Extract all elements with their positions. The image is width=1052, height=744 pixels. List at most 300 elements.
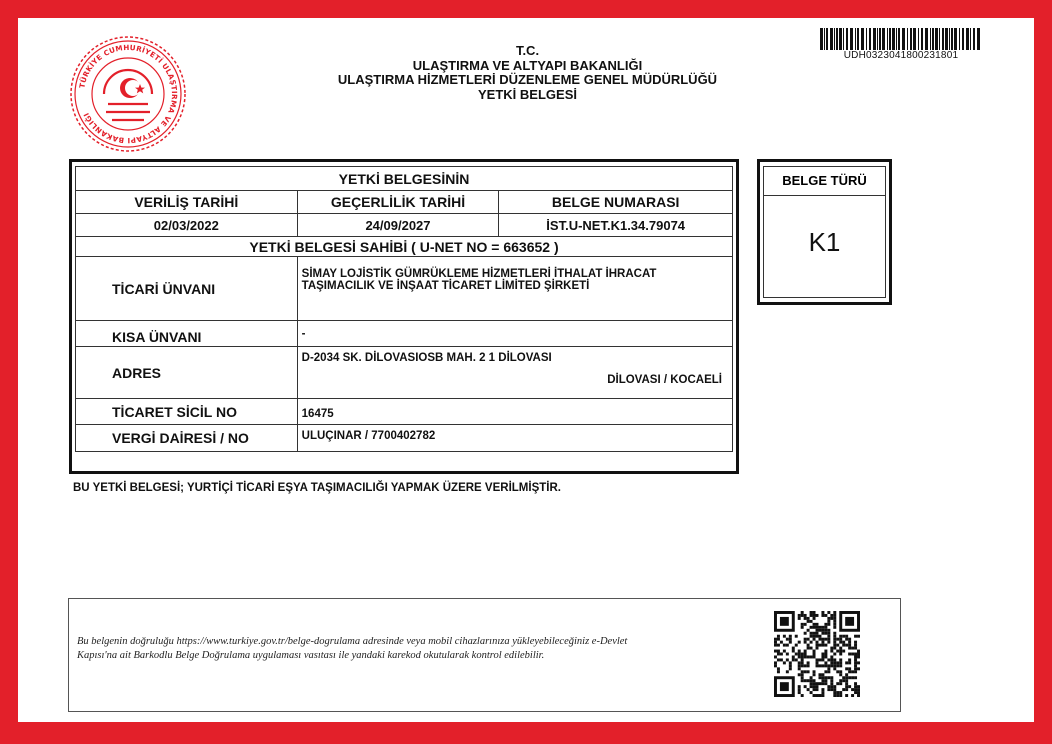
qr-module (827, 688, 830, 691)
qr-module (827, 685, 830, 688)
qr-module (851, 694, 854, 697)
barcode-bar (945, 28, 948, 50)
qr-module (807, 617, 810, 620)
qr-module (833, 667, 836, 670)
qr-module (783, 650, 786, 653)
header-ministry: ULAŞTIRMA VE ALTYAPI BAKANLIĞI (412, 57, 643, 73)
header-directorate: ULAŞTIRMA HİZMETLERİ DÜZENLEME GENEL MÜDÜRLÜĞÜ (337, 72, 718, 87)
barcode-bar (882, 28, 885, 50)
barcode-bar (939, 28, 940, 50)
qr-module (818, 644, 821, 647)
tax-value: ULUÇINAR / 7700402782 (297, 425, 732, 452)
qr-module (827, 670, 830, 673)
qr-module (824, 650, 827, 653)
barcode-bar (921, 28, 923, 50)
verification-box (68, 598, 901, 712)
qr-module (845, 685, 848, 688)
trade-name-label: TİCARİ ÜNVANI (76, 257, 298, 321)
qr-module (824, 632, 827, 635)
qr-module (845, 676, 848, 679)
qr-module (786, 638, 789, 641)
qr-module (816, 658, 819, 661)
qr-module (857, 653, 860, 656)
barcode-bar (932, 28, 934, 50)
barcode-bar (896, 28, 897, 50)
qr-module (827, 658, 830, 661)
qr-code-icon (774, 611, 860, 697)
barcode (820, 28, 980, 50)
qr-module (848, 641, 851, 644)
qr-module (839, 691, 842, 694)
qr-module (780, 682, 789, 691)
qr-module (792, 655, 795, 658)
qr-module (813, 694, 816, 697)
qr-module (774, 638, 777, 641)
qr-module (827, 620, 830, 623)
qr-module (821, 611, 824, 614)
trade-name-line-2: TAŞIMACILIK VE İNŞAAT TİCARET LİMİTED ŞİRKETİ (301, 280, 590, 292)
qr-module (816, 629, 819, 632)
qr-module (801, 611, 804, 614)
barcode-bar (898, 28, 900, 50)
barcode-bar (970, 28, 971, 50)
qr-module (833, 614, 836, 617)
qr-module (824, 676, 827, 679)
qr-module (818, 638, 821, 641)
qr-module (816, 626, 819, 629)
qr-module (854, 691, 857, 694)
qr-module (807, 670, 810, 673)
qr-module (801, 623, 804, 626)
qr-module (833, 685, 836, 688)
qr-module (833, 653, 836, 656)
qr-module (824, 623, 827, 626)
qr-module (816, 682, 819, 685)
qr-module (804, 614, 807, 617)
qr-module (786, 670, 789, 673)
qr-module (830, 685, 833, 688)
qr-module (813, 623, 816, 626)
qr-module (833, 620, 836, 623)
qr-module (830, 688, 833, 691)
qr-module (833, 635, 836, 638)
qr-module (777, 638, 780, 641)
qr-module (827, 664, 830, 667)
barcode-bar (850, 28, 853, 50)
header-document-title: YETKİ BELGESİ (478, 86, 577, 102)
qr-module (851, 676, 854, 679)
qr-module (845, 638, 848, 641)
qr-module (833, 658, 836, 661)
barcode-bar (826, 28, 828, 50)
qr-module (839, 661, 842, 664)
qr-module (854, 647, 857, 650)
qr-module (818, 626, 821, 629)
qr-module (854, 658, 857, 661)
qr-module (810, 614, 813, 617)
issue-date-label: VERİLİŞ TARİHİ (76, 191, 298, 214)
qr-module (798, 685, 801, 688)
trade-name-value (297, 257, 732, 321)
qr-module (842, 635, 845, 638)
qr-module (845, 667, 848, 670)
qr-module (830, 614, 833, 617)
qr-module (798, 617, 801, 620)
qr-module (821, 644, 824, 647)
qr-module (854, 641, 857, 644)
qr-module (845, 694, 848, 697)
qr-module (854, 688, 857, 691)
qr-module (851, 688, 854, 691)
qr-module (816, 635, 819, 638)
qr-module (777, 667, 780, 670)
qr-module (848, 676, 851, 679)
validity-date-label: GEÇERLİLİK TARİHİ (297, 191, 499, 214)
qr-module (780, 658, 783, 661)
tax-label: VERGİ DAİRESİ / NO (76, 425, 298, 452)
qr-module (810, 682, 813, 685)
qr-module (848, 653, 851, 656)
qr-module (804, 653, 807, 656)
qr-module (854, 644, 857, 647)
qr-module (830, 676, 833, 679)
qr-module (795, 644, 798, 647)
qr-module (839, 664, 842, 667)
qr-module (774, 661, 777, 664)
validity-date-value: 24/09/2027 (297, 214, 499, 237)
qr-module (836, 650, 839, 653)
qr-module (836, 682, 839, 685)
qr-module (813, 614, 816, 617)
qr-module (839, 647, 842, 650)
qr-module (810, 655, 813, 658)
barcode-bar (879, 28, 881, 50)
qr-module (827, 638, 830, 641)
qr-module (827, 635, 830, 638)
qr-module (818, 664, 821, 667)
qr-module (839, 641, 842, 644)
qr-module (824, 670, 827, 673)
qr-module (810, 635, 813, 638)
qr-module (807, 629, 810, 632)
qr-module (818, 676, 821, 679)
qr-module (857, 667, 860, 670)
ministry-seal-icon (68, 34, 188, 154)
qr-module (810, 626, 813, 629)
qr-module (827, 641, 830, 644)
qr-module (833, 626, 836, 629)
qr-module (836, 670, 839, 673)
barcode-bar (839, 28, 842, 50)
qr-module (821, 688, 824, 691)
qr-module (848, 670, 851, 673)
qr-module (816, 623, 819, 626)
qr-module (807, 661, 810, 664)
qr-module (824, 629, 827, 632)
qr-module (839, 670, 842, 673)
qr-module (827, 629, 830, 632)
qr-module (821, 638, 824, 641)
qr-module (801, 658, 804, 661)
qr-module (821, 664, 824, 667)
qr-module (824, 626, 827, 629)
address-value (297, 347, 732, 399)
barcode-bar (869, 28, 871, 50)
section-title: YETKİ BELGESİNİN (76, 167, 733, 191)
qr-module (801, 653, 804, 656)
qr-module (839, 653, 842, 656)
qr-module (789, 638, 792, 641)
barcode-bar (907, 28, 908, 50)
qr-module (833, 661, 836, 664)
trade-name-line-1: SİMAY LOJİSTİK GÜMRÜKLEME HİZMETLERİ İTHALAT İHRACAT (301, 268, 657, 280)
barcode-bar (824, 28, 825, 50)
qr-module (807, 655, 810, 658)
qr-module (818, 694, 821, 697)
qr-module (798, 655, 801, 658)
barcode-bar (830, 28, 833, 50)
qr-module (798, 614, 801, 617)
qr-module (839, 679, 842, 682)
qr-module (845, 688, 848, 691)
qr-module (780, 641, 783, 644)
qr-module (777, 658, 780, 661)
document-type-label: BELGE TÜRÜ (764, 167, 885, 196)
qr-module (824, 661, 827, 664)
qr-module (833, 644, 836, 647)
qr-module (816, 647, 819, 650)
qr-module (816, 694, 819, 697)
qr-module (792, 647, 795, 650)
qr-module (801, 670, 804, 673)
qr-module (798, 664, 801, 667)
qr-module (836, 638, 839, 641)
qr-module (783, 644, 786, 647)
barcode-bar (951, 28, 953, 50)
qr-module (857, 685, 860, 688)
qr-module (810, 676, 813, 679)
qr-module (810, 685, 813, 688)
qr-module (818, 658, 821, 661)
qr-module (786, 644, 789, 647)
qr-module (813, 655, 816, 658)
qr-module (839, 638, 842, 641)
qr-module (857, 635, 860, 638)
qr-module (821, 676, 824, 679)
qr-module (804, 641, 807, 644)
qr-module (821, 629, 824, 632)
qr-module (830, 655, 833, 658)
qr-module (848, 661, 851, 664)
document-type-box (757, 159, 892, 305)
certificate-number-value: İST.U-NET.K1.34.79074 (499, 214, 733, 237)
qr-module (839, 635, 842, 638)
qr-module (816, 644, 819, 647)
barcode-bar (892, 28, 895, 50)
qr-module (830, 617, 833, 620)
barcode-bar (942, 28, 944, 50)
verification-note (77, 635, 747, 663)
qr-module (783, 635, 786, 638)
qr-module (813, 638, 816, 641)
barcode-bar (866, 28, 867, 50)
qr-module (777, 635, 780, 638)
qr-module (813, 617, 816, 620)
qr-module (836, 691, 839, 694)
qr-module (777, 670, 780, 673)
qr-module (774, 650, 777, 653)
qr-module (818, 635, 821, 638)
qr-module (789, 641, 792, 644)
qr-module (818, 682, 821, 685)
barcode-bar (877, 28, 878, 50)
qr-module (833, 632, 836, 635)
qr-module (854, 664, 857, 667)
barcode-bar (962, 28, 964, 50)
qr-module (789, 635, 792, 638)
qr-module (816, 661, 819, 664)
qr-module (789, 661, 792, 664)
qr-module (798, 661, 801, 664)
qr-module (851, 653, 854, 656)
document-type-value: K1 (808, 227, 841, 257)
qr-module (780, 617, 789, 626)
qr-module (857, 694, 860, 697)
authorization-statement: BU YETKİ BELGESİ; YURTİÇİ TİCARİ EŞYA TAŞIMACILIĞI YAPMAK ÜZERE VERİLMİŞTİR. (73, 482, 561, 494)
qr-module (804, 632, 807, 635)
address-label: ADRES (76, 347, 298, 399)
qr-module (783, 661, 786, 664)
qr-module (813, 650, 816, 653)
verification-line-2: Kapısı'na ait Barkodlu Belge Doğrulama uygulaması vasıtası ile yandaki karekod okutularak kontrol edilebilir. (77, 650, 545, 661)
qr-module (807, 644, 810, 647)
short-name-value: - (297, 321, 732, 347)
qr-module (842, 644, 845, 647)
qr-module (842, 676, 845, 679)
barcode-bar (889, 28, 891, 50)
qr-module (813, 673, 816, 676)
qr-module (801, 614, 804, 617)
qr-module (813, 682, 816, 685)
qr-module (836, 664, 839, 667)
qr-module (848, 685, 851, 688)
qr-module (821, 679, 824, 682)
barcode-bar (843, 28, 844, 50)
qr-module (816, 632, 819, 635)
qr-module (798, 667, 801, 670)
barcode-bar (836, 28, 838, 50)
qr-module (801, 673, 804, 676)
issue-date-value: 02/03/2022 (76, 214, 298, 237)
qr-module (848, 638, 851, 641)
qr-module (807, 679, 810, 682)
qr-module (789, 664, 792, 667)
qr-module (845, 617, 854, 626)
qr-module (845, 635, 848, 638)
qr-module (801, 626, 804, 629)
qr-module (842, 679, 845, 682)
qr-module (795, 658, 798, 661)
barcode-bar (861, 28, 864, 50)
barcode-bar (846, 28, 848, 50)
qr-module (854, 676, 857, 679)
qr-module (845, 644, 848, 647)
qr-module (801, 661, 804, 664)
registry-label: TİCARET SİCİL NO (76, 399, 298, 425)
qr-module (816, 688, 819, 691)
qr-module (810, 641, 813, 644)
barcode-bar (873, 28, 876, 50)
address-line-1: D-2034 SK. DİLOVASIOSB MAH. 2 1 DİLOVASI (301, 352, 552, 364)
qr-module (818, 673, 821, 676)
certificate-table (75, 166, 733, 452)
qr-module (774, 641, 777, 644)
qr-module (833, 638, 836, 641)
qr-module (824, 655, 827, 658)
header-country: T.C. (515, 43, 540, 58)
qr-module (798, 673, 801, 676)
qr-module (821, 658, 824, 661)
svg-text:TÜRKİYE CUMHURİYETİ ULAŞTIRMA: TÜRKİYE CUMHURİYETİ ULAŞTIRMA VE ALTYAPI BAKANLIĞI (77, 42, 180, 146)
qr-module (821, 691, 824, 694)
qr-module (813, 635, 816, 638)
qr-module (804, 679, 807, 682)
qr-module (786, 653, 789, 656)
short-name-label: KISA ÜNVANI (76, 321, 298, 347)
barcode-number: UDH0323041800231801 (843, 50, 959, 61)
qr-module (836, 644, 839, 647)
qr-module (801, 694, 804, 697)
qr-module (798, 691, 801, 694)
qr-module (830, 658, 833, 661)
qr-module (804, 638, 807, 641)
qr-module (854, 635, 857, 638)
qr-module (813, 611, 816, 614)
qr-module (845, 682, 848, 685)
barcode-bar (959, 28, 960, 50)
qr-module (821, 653, 824, 656)
qr-module (810, 647, 813, 650)
qr-module (792, 650, 795, 653)
barcode-bar (913, 28, 916, 50)
barcode-bar (918, 28, 919, 50)
barcode-bar (855, 28, 856, 50)
qr-module (833, 641, 836, 644)
qr-module (774, 644, 777, 647)
qr-module (842, 688, 845, 691)
qr-module (845, 673, 848, 676)
qr-module (798, 653, 801, 656)
qr-module (810, 632, 813, 635)
qr-module (789, 667, 792, 670)
qr-module (824, 614, 827, 617)
qr-module (839, 650, 842, 653)
qr-module (848, 644, 851, 647)
barcode-bar (925, 28, 928, 50)
qr-module (780, 653, 783, 656)
qr-module (810, 679, 813, 682)
qr-module (813, 688, 816, 691)
qr-module (827, 676, 830, 679)
qr-module (810, 620, 813, 623)
qr-module (804, 623, 807, 626)
document-header (250, 44, 805, 102)
qr-module (827, 667, 830, 670)
qr-module (854, 685, 857, 688)
qr-module (854, 670, 857, 673)
qr-module (824, 653, 827, 656)
qr-module (827, 611, 830, 614)
